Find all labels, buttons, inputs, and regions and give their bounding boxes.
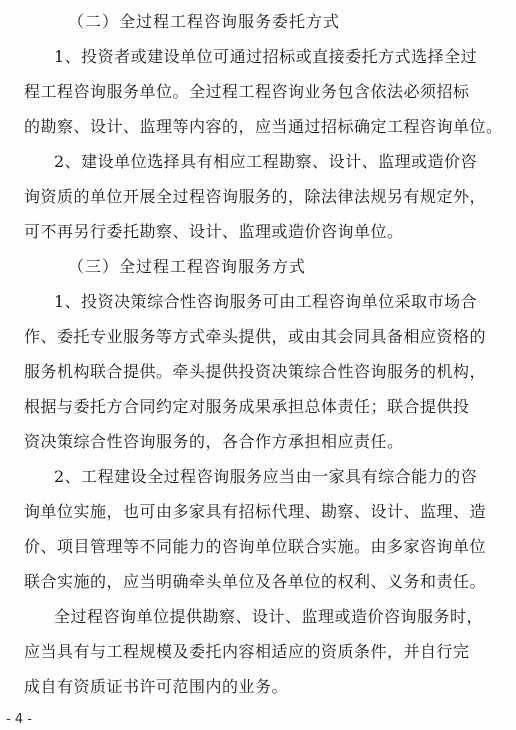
paragraph-line: 联合实施的，应当明确牵头单位及各单位的权利、义务和责任。 [24,572,487,591]
paragraph-line: 2、工程建设全过程咨询服务应当由一家具有综合能力的咨 [54,467,478,486]
paragraph-line: 1、投资者或建设单位可通过招标或直接委托方式选择全过 [54,47,478,66]
paragraph [24,284,502,459]
paragraph [24,39,502,144]
paragraph [24,144,502,249]
paragraph-line: 2、建设单位选择具有相应工程勘察、设计、监理或造价咨 [54,152,478,171]
paragraph-line: 1、投资决策综合性咨询服务可由工程咨询单位采取市场合 [54,292,478,311]
paragraph-line: 资决策综合性咨询服务的，各合作方承担相应责任。 [24,432,404,451]
paragraph-line: 价、项目管理等不同能力的咨询单位联合实施。由多家咨询单位 [24,537,487,556]
paragraph [24,599,502,704]
paragraph-line: 询资质的单位开展全过程咨询服务的，除法律法规另有规定外， [24,187,487,206]
page-number: - 4 - [6,712,32,727]
paragraph-line: 应当具有与工程规模及委托内容相适应的资质条件，并自行完 [24,642,470,661]
paragraph-line: 根据与委托方合同约定对服务成果承担总体责任；联合提供投 [24,397,470,416]
paragraph-line: 成自有资质证书许可范围内的业务。 [24,677,289,696]
paragraph-line: 可不再另行委托勘察、设计、监理或造价咨询单位。 [24,222,404,241]
document-body [24,4,502,704]
paragraph-line: 作、委托专业服务等方式牵头提供，或由其会同具备相应资格的 [24,327,487,346]
paragraph-line: 的勘察、设计、监理等内容的，应当通过招标确定工程咨询单位。 [24,117,503,136]
paragraph-line: 询单位实施，也可由多家具有招标代理、勘察、设计、监理、造 [24,502,487,521]
paragraph [24,459,502,599]
section-heading-3: （三）全过程工程咨询服务方式 [68,257,307,276]
paragraph-line: 服务机构联合提供。牵头提供投资决策综合性咨询服务的机构， [24,362,487,381]
section-heading-2: （二）全过程工程咨询服务委托方式 [68,12,341,31]
paragraph-line: 程工程咨询服务单位。全过程工程咨询业务包含依法必须招标 [24,82,470,101]
paragraph-line: 全过程咨询单位提供勘察、设计、监理或造价咨询服务时， [54,607,484,626]
